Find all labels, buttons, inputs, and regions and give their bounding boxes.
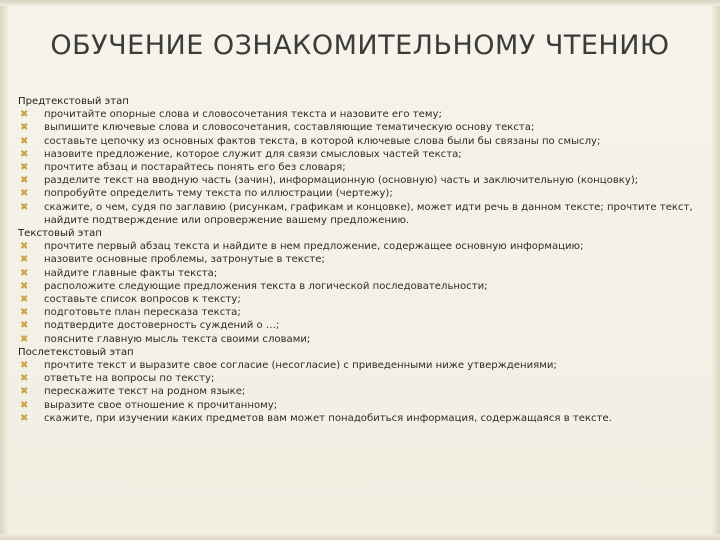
list-item-text: поясните главную мысль текста своими словами; [44, 333, 311, 345]
x-mark-icon: ✖ [20, 360, 29, 372]
x-mark-icon: ✖ [20, 148, 29, 160]
x-mark-icon: ✖ [20, 122, 29, 134]
bullet-list [18, 240, 708, 346]
list-item-text: выразите свое отношение к прочитанному; [44, 399, 278, 411]
x-mark-icon: ✖ [20, 399, 29, 411]
x-mark-icon: ✖ [20, 294, 29, 306]
list-item-text: составьте список вопросов к тексту; [44, 294, 241, 306]
x-mark-icon: ✖ [20, 162, 29, 174]
slide-edge-bottom [0, 534, 720, 540]
x-mark-icon: ✖ [20, 109, 29, 121]
slide-edge-top [0, 0, 720, 6]
x-mark-icon: ✖ [20, 254, 29, 266]
section-2 [18, 227, 708, 346]
list-item [18, 385, 708, 398]
x-mark-icon: ✖ [20, 333, 29, 345]
list-item [18, 372, 708, 385]
list-item [18, 333, 708, 346]
list-item [18, 412, 708, 425]
x-mark-icon: ✖ [20, 280, 29, 292]
list-item-text: прочтите первый абзац текста и найдите в нем предложение, содержащее основную информацию; [44, 241, 584, 253]
list-item-text: прочтите абзац и постарайтесь понять его без словаря; [44, 162, 346, 174]
list-item-text: прочтите текст и выразите свое согласие (несогласие) с приведенными ниже утверждениями; [44, 360, 557, 372]
x-mark-icon: ✖ [20, 320, 29, 332]
list-item [18, 319, 708, 332]
slide-edge-right [712, 0, 720, 540]
list-item-text: ответьте на вопросы по тексту; [44, 373, 215, 385]
x-mark-icon: ✖ [20, 386, 29, 398]
list-item [18, 399, 708, 412]
list-item-text: перескажите текст на родном языке; [44, 386, 246, 398]
slide-content [18, 95, 708, 425]
bullet-list [18, 108, 708, 227]
section-heading: Текстовый этап [18, 228, 102, 240]
section-3 [18, 346, 708, 425]
x-mark-icon: ✖ [20, 175, 29, 187]
x-mark-icon: ✖ [20, 188, 29, 200]
section-heading: Предтекстовый этап [18, 96, 129, 107]
list-item-text: подготовьте план пересказа текста; [44, 307, 241, 319]
bullet-list [18, 359, 708, 425]
list-item [18, 253, 708, 266]
x-mark-icon: ✖ [20, 267, 29, 279]
list-item [18, 161, 708, 174]
list-item-text: скажите, при изучении каких предметов вам может понадобиться информация, содержащаяся в тексте. [44, 412, 612, 424]
x-mark-icon: ✖ [20, 201, 29, 213]
list-item [18, 280, 708, 293]
slide-edge-left [0, 0, 8, 540]
section-1 [18, 95, 708, 227]
x-mark-icon: ✖ [20, 412, 29, 424]
list-item [18, 135, 708, 148]
page-title: ОБУЧЕНИЕ ОЗНАКОМИТЕЛЬНОМУ ЧТЕНИЮ [50, 30, 670, 61]
list-item-text: назовите предложение, которое служит для связи смысловых частей текста; [44, 148, 462, 160]
list-item-text: составьте цепочку из основных фактов текста, в которой ключевые слова были бы связаны по смыслу; [44, 135, 601, 147]
list-item [18, 201, 708, 227]
list-item [18, 108, 708, 121]
list-item [18, 267, 708, 280]
list-item-text: подтвердите достоверность суждений о …; [44, 320, 280, 332]
list-item [18, 359, 708, 372]
list-item-text: попробуйте определить тему текста по иллюстрации (чертежу); [44, 188, 393, 200]
x-mark-icon: ✖ [20, 241, 29, 253]
list-item [18, 306, 708, 319]
list-item [18, 148, 708, 161]
list-item [18, 174, 708, 187]
list-item-text: разделите текст на вводную часть (зачин), информационную (основную) часть и заключительную (концовку); [44, 175, 639, 187]
x-mark-icon: ✖ [20, 135, 29, 147]
list-item [18, 240, 708, 253]
list-item-text: найдите главные факты текста; [44, 267, 218, 279]
list-item [18, 187, 708, 200]
x-mark-icon: ✖ [20, 373, 29, 385]
x-mark-icon: ✖ [20, 307, 29, 319]
list-item-text: скажите, о чем, судя по заглавию (рисункам, графикам и концовке), может идти речь в данном тексте; прочтите текст, найдите подтверждение или опровержение вашему предложению. [44, 201, 693, 226]
list-item [18, 293, 708, 306]
list-item-text: прочитайте опорные слова и словосочетания текста и назовите его тему; [44, 109, 442, 121]
section-heading: Послетекстовый этап [18, 346, 134, 358]
list-item-text: выпишите ключевые слова и словосочетания, составляющие тематическую основу текста; [44, 122, 535, 134]
list-item [18, 121, 708, 134]
list-item-text: назовите основные проблемы, затронутые в тексте; [44, 254, 325, 266]
list-item-text: расположите следующие предложения текста в логической последовательности; [44, 280, 488, 292]
